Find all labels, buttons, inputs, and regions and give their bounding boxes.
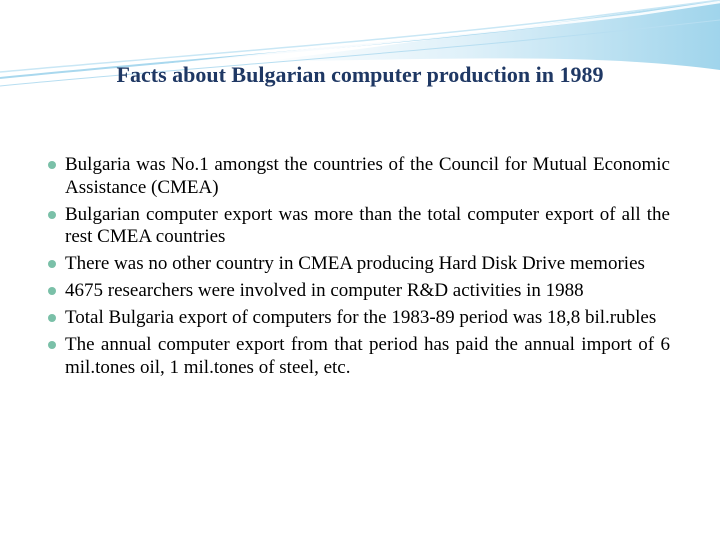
bullet-item	[48, 154, 670, 199]
header-wave-decoration	[0, 0, 720, 120]
bullet-text: Bulgaria was No.1 amongst the countries of the Council for Mutual Economic Assistance (CMEA)	[65, 154, 670, 198]
bullet-text: Total Bulgaria export of computers for the 1983-89 period was 18,8 bil.rubles	[65, 307, 657, 328]
bullet-dot-icon	[48, 314, 56, 322]
bullet-text: There was no other country in CMEA producing Hard Disk Drive memories	[65, 253, 645, 274]
bullet-item	[48, 307, 670, 330]
bullet-dot-icon	[48, 161, 56, 169]
bullet-dot-icon	[48, 260, 56, 268]
slide-title: Facts about Bulgarian computer production in 1989	[116, 62, 604, 87]
bullet-dot-icon	[48, 341, 56, 349]
bullet-item	[48, 334, 670, 379]
bullet-text: 4675 researchers were involved in computer R&D activities in 1988	[65, 280, 584, 301]
bullet-item	[48, 204, 670, 249]
bullet-text: The annual computer export from that period has paid the annual import of 6 mil.tones oil, 1 mil.tones of steel, etc.	[65, 334, 670, 378]
bullet-item	[48, 253, 670, 276]
bullet-text: Bulgarian computer export was more than the total computer export of all the rest CMEA countries	[65, 203, 670, 247]
bullet-dot-icon	[48, 287, 56, 295]
bullet-item	[48, 280, 670, 303]
bullet-list	[48, 154, 670, 384]
bullet-dot-icon	[48, 211, 56, 219]
